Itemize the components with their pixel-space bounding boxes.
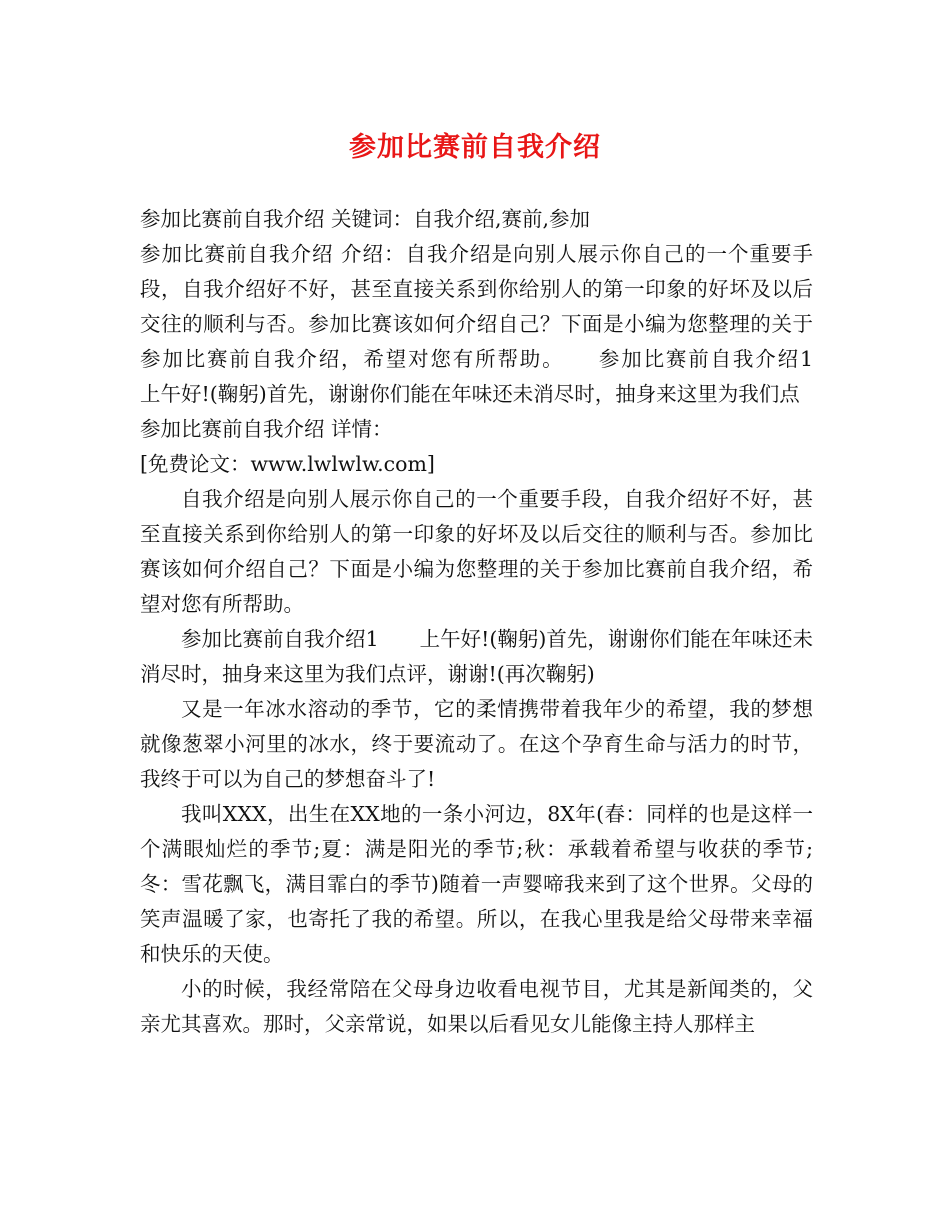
document-body bbox=[140, 202, 854, 1042]
source-note: [免费论文：www.lwlwlw.com] bbox=[140, 452, 435, 476]
document-title: 参加比赛前自我介绍 bbox=[349, 132, 601, 163]
meta-intro: 参加比赛前自我介绍 介绍：自我介绍是向别人展示你自己的一个重要手段，自我介绍好不好，甚至直接关系到你给别人的第一印象的好坏及以后交往的顺利与否。参加比赛该如何介绍自己？下面是小编为您整理的关于参加比赛前自我介绍，希望对您有所帮助。 参加比赛前自我介绍1 上午好!(鞠躬)首先，谢谢你们能在年味还未消尽时，抽身来这里为我们点 bbox=[140, 242, 854, 406]
meta-keywords: 参加比赛前自我介绍 关键词：自我介绍,赛前,参加 bbox=[140, 207, 591, 231]
meta-details: 参加比赛前自我介绍 详情： bbox=[140, 417, 393, 441]
body-paragraph: 又是一年冰水溶动的季节，它的柔情携带着我年少的希望，我的梦想就像葱翠小河里的冰水，终于要流动了。在这个孕育生命与活力的时节，我终于可以为自己的梦想奋斗了! bbox=[140, 697, 813, 791]
body-paragraph: 小的时候，我经常陪在父母身边收看电视节目，尤其是新闻类的，父亲尤其喜欢。那时，父亲常说，如果以后看见女儿能像主持人那样主 bbox=[140, 977, 813, 1036]
body-paragraph: 我叫XXX，出生在XX地的一条小河边，8X年(春：同样的也是这样一个满眼灿烂的季节;夏：满是阳光的季节;秋：承载着希望与收获的季节;冬：雪花飘飞，满目霏白的季节)随着一声婴啼我来到了这个世界。父母的笑声温暖了家，也寄托了我的希望。所以，在我心里我是给父母带来幸福和快乐的天使。 bbox=[140, 802, 813, 966]
body-paragraph: 参加比赛前自我介绍1 上午好!(鞠躬)首先，谢谢你们能在年味还未消尽时，抽身来这里为我们点评，谢谢!(再次鞠躬) bbox=[140, 627, 813, 686]
body-paragraph: 自我介绍是向别人展示你自己的一个重要手段，自我介绍好不好，甚至直接关系到你给别人的第一印象的好坏及以后交往的顺利与否。参加比赛该如何介绍自己？下面是小编为您整理的关于参加比赛前自我介绍，希望对您有所帮助。 bbox=[140, 487, 813, 616]
